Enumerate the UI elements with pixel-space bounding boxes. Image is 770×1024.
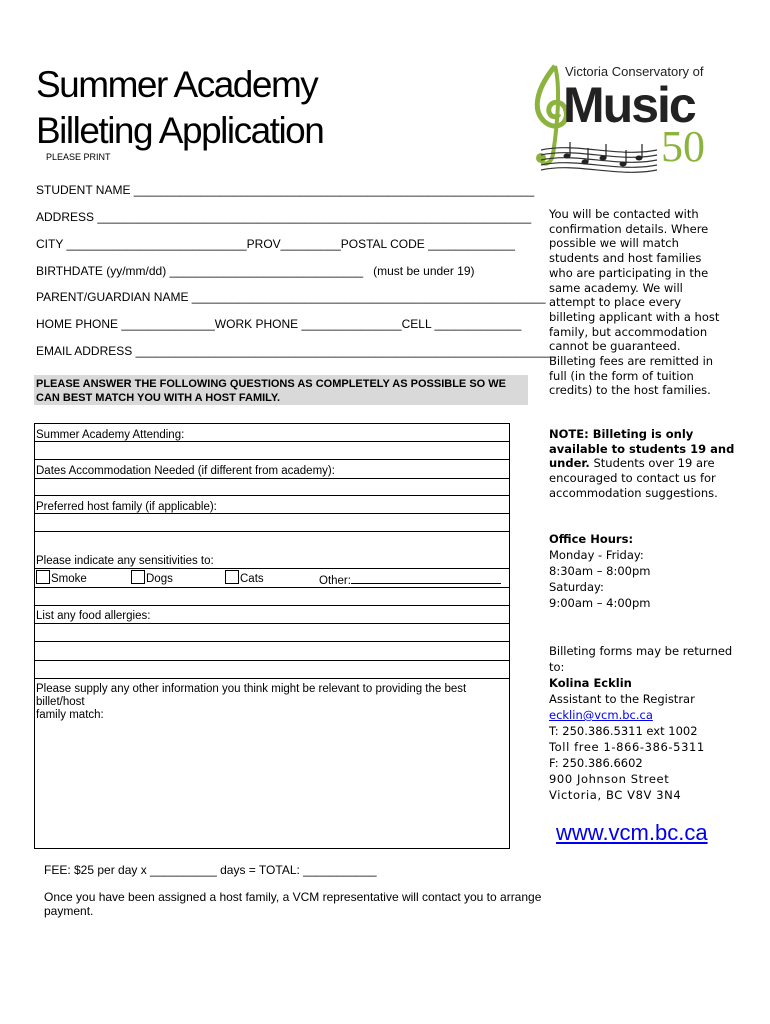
contact-info-paragraph <box>549 207 749 398</box>
note-line: encouraged to contact us for <box>549 471 716 486</box>
smoke-checkbox[interactable] <box>36 570 50 584</box>
city-label: CITY <box>36 237 64 251</box>
title-line-2: Billeting Application <box>36 110 324 151</box>
phone-row[interactable]: HOME PHONE ______________WORK PHONE _______________CELL _____________ <box>36 317 522 331</box>
contact-fax: F: 250.386.6602 <box>549 756 643 770</box>
page-title <box>36 62 323 154</box>
student-name-field[interactable]: STUDENT NAME ____________________________________________________________ <box>36 183 535 197</box>
dates-needed-label: Dates Accommodation Needed (if different from academy): <box>36 465 335 477</box>
food-allergies-label: List any food allergies: <box>36 610 151 622</box>
prov-label: PROV <box>246 237 281 251</box>
dogs-option[interactable] <box>131 570 173 585</box>
return-line: to: <box>549 660 565 674</box>
postal-code-label: POSTAL CODE <box>340 237 425 251</box>
birthdate-label: BIRTHDATE (yy/mm/dd) <box>36 264 167 278</box>
age-limit-note: (must be under 19) <box>373 264 475 278</box>
address-field[interactable]: ADDRESS _________________________________________________________________ <box>36 210 532 224</box>
contact-info-line: Billeting fees are remitted in <box>549 354 714 369</box>
other-info-line-1: Please supply any other information you think might be relevant to providing the best billet/host <box>36 683 467 708</box>
parent-guardian-field[interactable]: PARENT/GUARDIAN NAME _____________________________________________________ <box>36 290 546 304</box>
contact-info-line: billeting applicant with a host <box>549 309 720 324</box>
contact-info-line: You will be contacted with <box>549 207 699 221</box>
return-contact <box>549 643 754 803</box>
instructions-line-2: CAN BEST MATCH YOU WITH A HOST FAMILY. <box>36 392 281 404</box>
contact-name: Kolina Ecklin <box>549 676 632 690</box>
age-note <box>549 427 749 501</box>
home-phone-label: HOME PHONE <box>36 317 119 331</box>
email-label: EMAIL ADDRESS <box>36 344 133 358</box>
contact-info-line: family, but accommodation <box>549 324 708 339</box>
other-sensitivity-field[interactable] <box>319 573 503 587</box>
city-prov-postal-row[interactable]: CITY ___________________________PROV_________POSTAL CODE _____________ <box>36 237 515 251</box>
contact-tollfree: Toll free 1-866-386-5311 <box>549 740 705 754</box>
cats-checkbox[interactable] <box>225 570 239 584</box>
other-info-line-2: family match: <box>36 709 104 721</box>
birthdate-field[interactable]: BIRTHDATE (yy/mm/dd) _____________________________ (must be under 19) <box>36 264 475 278</box>
academy-attending-label: Summer Academy Attending: <box>36 429 185 441</box>
sensitivities-label: Please indicate any sensitivities to: <box>36 555 214 567</box>
other-label: Other: <box>319 575 351 587</box>
note-line: available to students 19 and <box>549 441 735 456</box>
note-line: accommodation suggestions. <box>549 485 718 500</box>
contact-info-line: full (in the form of tuition <box>549 368 694 383</box>
office-hours <box>549 531 749 611</box>
contact-info-line: possible we will match <box>549 236 679 251</box>
office-hours-title: Office Hours: <box>549 532 634 546</box>
contact-info-line: who are participating in the <box>549 265 709 280</box>
dogs-label: Dogs <box>146 573 173 585</box>
email-field[interactable]: EMAIL ADDRESS _______________________________________________________________ <box>36 344 557 358</box>
office-hours-line: Saturday: <box>549 580 604 594</box>
cell-label: CELL <box>401 317 432 331</box>
smoke-option[interactable] <box>36 570 87 585</box>
address-line: Victoria, BC V8V 3N4 <box>549 788 682 802</box>
office-hours-line: 9:00am – 4:00pm <box>549 596 651 610</box>
please-print-label: PLEASE PRINT <box>46 152 111 162</box>
cats-label: Cats <box>240 573 264 585</box>
dogs-checkbox[interactable] <box>131 570 145 584</box>
contact-phone: T: 250.386.5311 ext 1002 <box>549 724 698 738</box>
office-hours-line: 8:30am – 8:00pm <box>549 564 651 578</box>
instructions-banner <box>34 375 528 405</box>
contact-email-link[interactable]: ecklin@vcm.bc.ca <box>549 708 653 722</box>
smoke-label: Smoke <box>51 573 87 585</box>
vcm-logo <box>527 58 717 186</box>
contact-info-line: same academy. We will <box>549 280 683 295</box>
cats-option[interactable] <box>225 570 264 585</box>
logo-anniversary-number: 50 <box>661 122 705 171</box>
fee-note-line-2: payment. <box>44 904 94 918</box>
questions-box <box>34 423 510 849</box>
contact-info-line: credits) to the host families. <box>549 383 711 398</box>
contact-info-line: attempt to place every <box>549 295 682 310</box>
office-hours-line: Monday - Friday: <box>549 548 644 562</box>
parent-guardian-label: PARENT/GUARDIAN NAME <box>36 290 189 304</box>
note-line: NOTE: Billeting is only <box>549 427 694 441</box>
website-link-wrap <box>556 820 708 846</box>
note-under-bold: under. <box>549 456 590 471</box>
instructions-line-1: PLEASE ANSWER THE FOLLOWING QUESTIONS AS COMPLETELY AS POSSIBLE SO WE <box>36 378 506 390</box>
note-under-rest: Students over 19 are <box>589 456 715 471</box>
work-phone-label: WORK PHONE <box>214 317 299 331</box>
contact-info-line: students and host families <box>549 251 702 266</box>
student-name-label: STUDENT NAME <box>36 183 131 197</box>
contact-info-line: cannot be guaranteed. <box>549 339 681 354</box>
return-line: Billeting forms may be returned <box>549 644 733 658</box>
note-line <box>549 456 749 471</box>
logo-org-name: Victoria Conservatory of <box>565 64 704 79</box>
logo-music-word: Music <box>563 77 695 133</box>
address-line: 900 Johnson Street <box>549 772 670 786</box>
contact-info-line: confirmation details. Where <box>549 221 709 236</box>
fee-note-line-1: Once you have been assigned a host family, a VCM representative will contact you to arrange <box>44 890 542 904</box>
address-label: ADDRESS <box>36 210 95 224</box>
preferred-host-label: Preferred host family (if applicable): <box>36 501 217 513</box>
fee-note <box>44 890 541 918</box>
fee-line: FEE: $25 per day x __________ days = TOTAL: ___________ <box>44 863 377 877</box>
other-info-textarea[interactable] <box>35 698 509 846</box>
title-line-1: Summer Academy <box>36 64 318 105</box>
contact-role: Assistant to the Registrar <box>549 692 695 706</box>
website-link[interactable]: www.vcm.bc.ca <box>556 820 708 845</box>
